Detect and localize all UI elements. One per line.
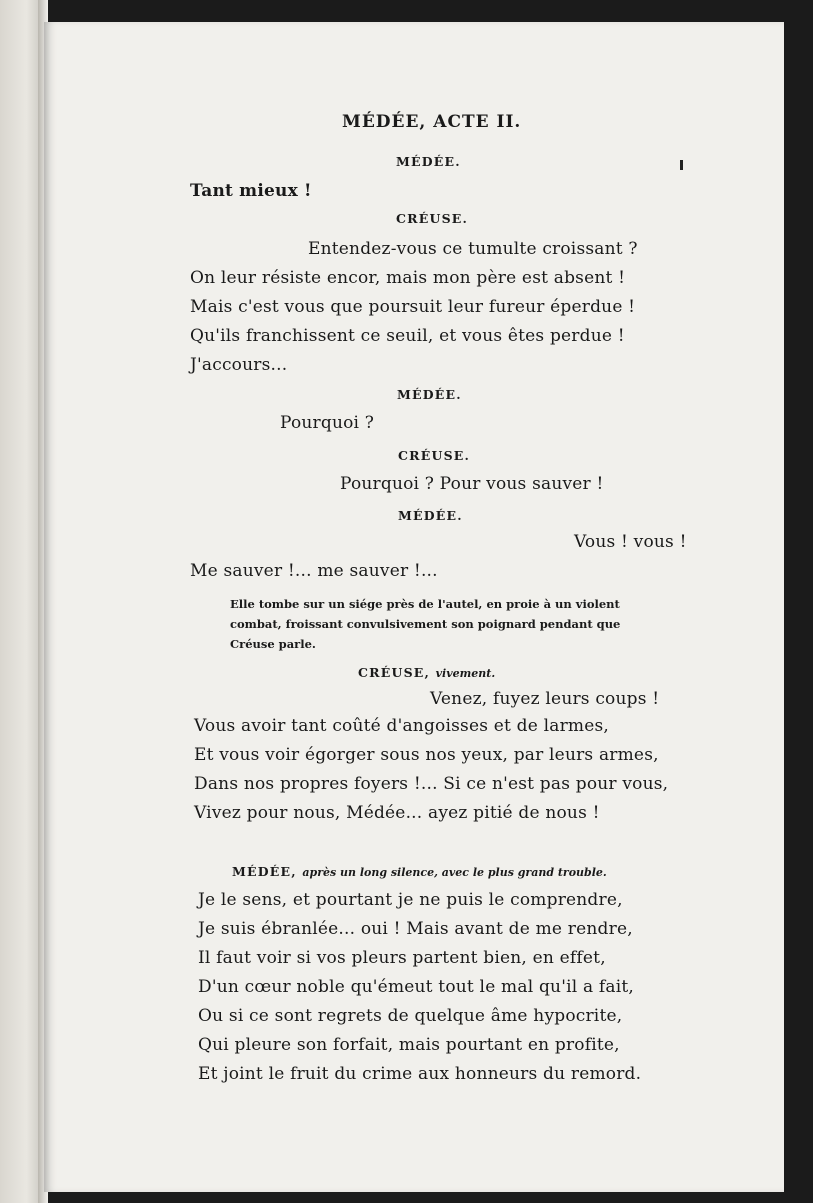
speaker-label: CRÉUSE, vivement.: [358, 665, 496, 680]
speaker-label: MÉDÉE.: [396, 154, 461, 169]
verse-line: Pourquoi ? Pour vous sauver !: [340, 474, 604, 494]
verse-line: Et joint le fruit du crime aux honneurs du remord.: [198, 1064, 642, 1084]
verse-line: Pourquoi ?: [280, 413, 375, 433]
verse-line: Me sauver !... me sauver !...: [190, 561, 438, 581]
verse-line: Je suis ébranlée... oui ! Mais avant de me rendre,: [198, 919, 633, 939]
speaker-label: CRÉUSE.: [396, 211, 469, 226]
verse-line: D'un cœur noble qu'émeut tout le mal qu'il a fait,: [198, 977, 634, 997]
ink-mark: [680, 160, 683, 170]
verse-line: Vous avoir tant coûté d'angoisses et de larmes,: [194, 716, 610, 736]
speaker-label: MÉDÉE, après un long silence, avec le plus grand trouble.: [232, 864, 607, 879]
verse-line: On leur résiste encor, mais mon père est absent !: [190, 268, 626, 288]
verse-line: Qu'ils franchissent ce seuil, et vous êtes perdue !: [190, 326, 625, 346]
verse-line: Dans nos propres foyers !... Si ce n'est pas pour vous,: [194, 774, 669, 794]
stage-direction: Elle tombe sur un siége près de l'autel, en proie à un violent combat, froissant convulsivement son poignard pendant que Créuse parle.: [230, 597, 621, 651]
verse-line: Venez, fuyez leurs coups !: [430, 689, 660, 709]
speaker-label: MÉDÉE.: [398, 508, 463, 523]
speaker-label: MÉDÉE.: [397, 387, 462, 402]
verse-line: Il faut voir si vos pleurs partent bien, en effet,: [198, 948, 606, 968]
running-title: MÉDÉE, ACTE II.: [342, 112, 522, 132]
verse-line: Tant mieux !: [190, 181, 312, 201]
verse-line: Je le sens, et pourtant je ne puis le comprendre,: [198, 890, 623, 910]
verse-line: Qui pleure son forfait, mais pourtant en profite,: [198, 1035, 620, 1055]
verse-line: Mais c'est vous que poursuit leur fureur éperdue !: [190, 297, 636, 317]
verse-line: J'accours...: [190, 355, 288, 375]
verse-line: Ou si ce sont regrets de quelque âme hypocrite,: [198, 1006, 623, 1026]
verse-line: Vivez pour nous, Médée... ayez pitié de nous !: [194, 803, 600, 823]
verse-line: Et vous voir égorger sous nos yeux, par leurs armes,: [194, 745, 659, 765]
verse-line: Vous ! vous !: [574, 532, 687, 552]
verse-line: Entendez-vous ce tumulte croissant ?: [308, 239, 638, 259]
speaker-label: CRÉUSE.: [398, 448, 471, 463]
